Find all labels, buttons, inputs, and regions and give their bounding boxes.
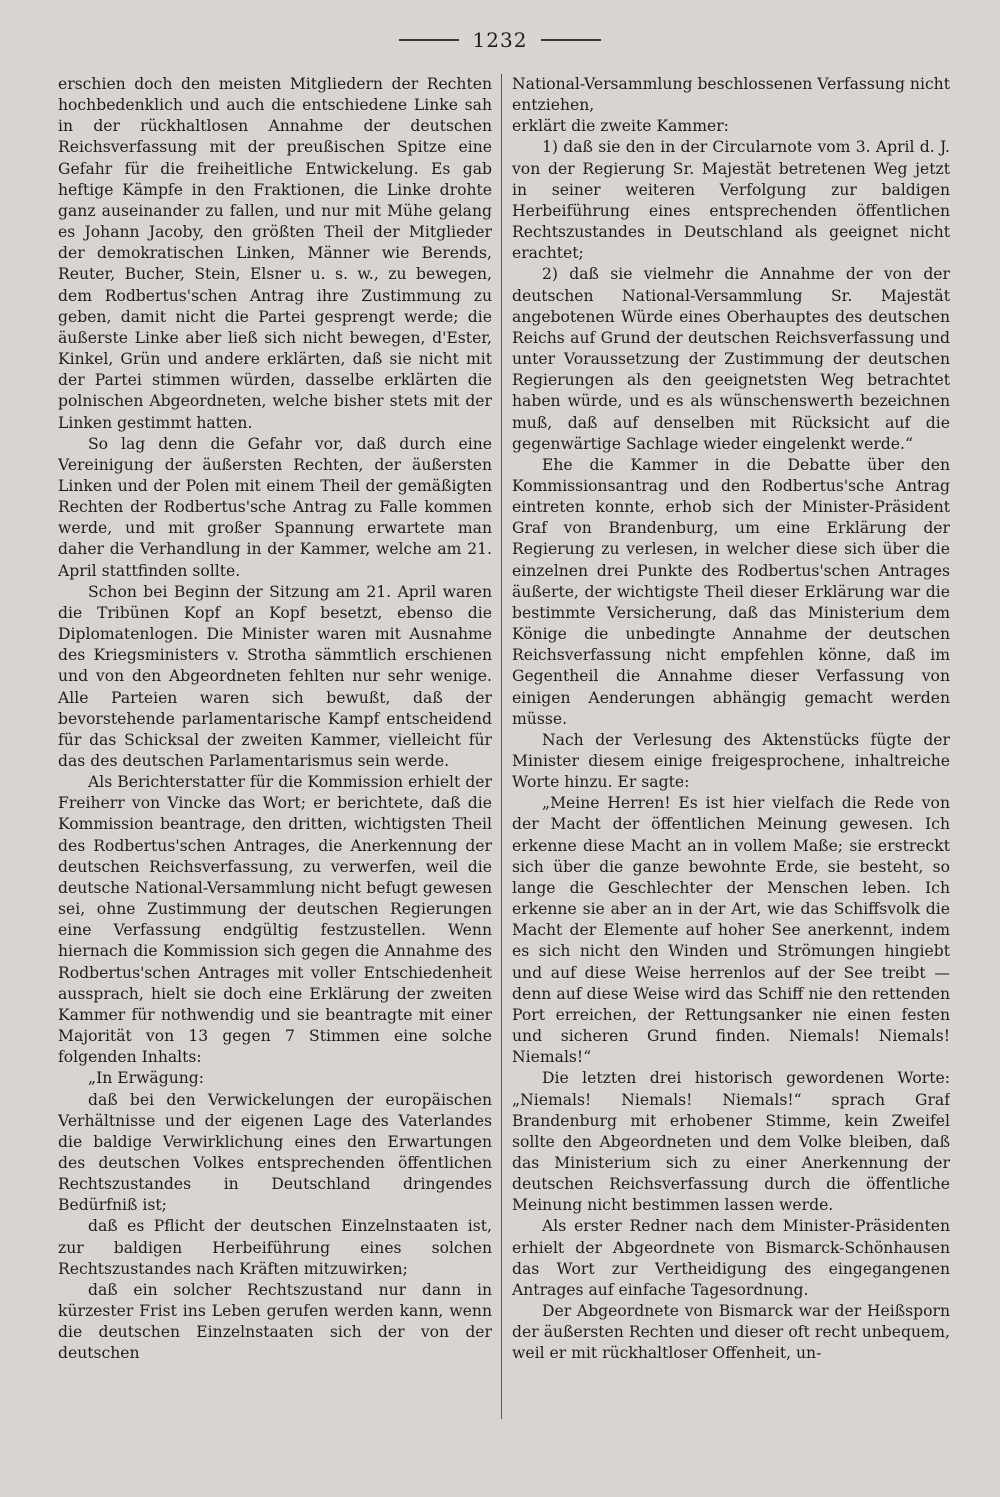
resolution-point-1: 1) daß sie den in der Circularnote vom 3. April d. J. von der Regierung Sr. Majestät betretenen Weg jetzt in seiner weiteren Verfolgung zur baldigen Herbeiführung eines entsprechenden öffentlichen Rechtszustandes in Deutschland als geeignet nicht erachtet;	[512, 138, 950, 263]
paragraph: Als erster Redner nach dem Minister-Präsidenten erhielt der Abgeordnete von Bismarck-Schönhausen das Wort zur Vertheidigung des eingegangenen Antrages auf einfache Tagesordnung.	[512, 1217, 950, 1299]
paragraph: Schon bei Beginn der Sitzung am 21. April waren die Tribünen Kopf an Kopf besetzt, ebenso die Diplomatenlogen. Die Minister waren mit Ausnahme des Kriegsministers v. Strotha sämmtlich erschienen und von den Abgeordneten fehlten nur sehr wenige. Alle Parteien waren sich bewußt, daß der bevorstehende parlamentarische Kampf entscheidend für das Schicksal der zweiten Kammer, vielleicht für das des deutschen Parlamentarismus sein werde.	[58, 582, 492, 770]
column-divider	[501, 74, 502, 1419]
right-column	[512, 74, 950, 1470]
paragraph: erschien doch den meisten Mitgliedern der Rechten hochbedenklich und auch die entschiedene Linke sah in der rückhaltlosen Annahme der deutschen Reichsverfassung mit der preußischen Spitze eine Gefahr für die freiheitliche Entwickelung. Es gab heftige Kämpfe in den Fraktionen, die Linke drohte ganz auseinander zu fallen, und nur mit Mühe gelang es Johann Jacoby, den größten Theil der Mitglieder der demokratischen Linken, Männer wie Berends, Reuter, Bucher, Stein, Elsner u. s. w., zu bewegen, dem Rodbertus'schen Antrag ihre Zustimmung zu geben, damit nicht die Partei gesprengt werde; die äußerste Linke aber ließ sich nicht bewegen, d'Ester, Kinkel, Grün und andere erklärten, daß sie nicht mit der Partei stimmen würden, dasselbe erklärten die polnischen Abgeordneten, welche bisher stets mit der Linken gestimmt hatten.	[58, 75, 492, 432]
quote-clause: daß es Pflicht der deutschen Einzelnstaaten ist, zur baldigen Herbeiführung eines solchen Rechtszustandes nach Kräften mitzuwirken;	[58, 1217, 492, 1278]
paragraph: So lag denn die Gefahr vor, daß durch eine Vereinigung der äußersten Rechten, der äußersten Linken und der Polen mit einem Theil der gemäßigten Rechten der Rodbertus'sche Antrag zu Falle kommen werde, und mit großer Spannung erwartete man daher die Verhandlung in der Kammer, welche am 21. April stattfinden sollte.	[58, 434, 492, 580]
quote-clause: National-Versammlung beschlossenen Verfassung nicht entziehen,	[512, 75, 950, 115]
quote-heading: „In Erwägung:	[88, 1069, 205, 1088]
left-column	[58, 74, 492, 1470]
quote-clause: daß bei den Verwickelungen der europäischen Verhältnisse und der eigenen Lage des Vaterlandes die baldige Verwirklichung eines den Erwartungen des deutschen Volkes entsprechenden öffentlichen Rechtszustandes in Deutschland dringendes Bedürfniß ist;	[58, 1090, 492, 1215]
header-rule-left	[399, 39, 459, 41]
resolution-point-2: 2) daß sie vielmehr die Annahme der von der deutschen National-Versammlung Sr. Majestät angebotenen Würde eines Oberhauptes des deutschen Reichs auf Grund der deutschen Reichsverfassung und unter Voraussetzung der Zustimmung der deutschen Regierungen als den geeignetsten Weg betrachtet haben würde, und es als wünschenswerth bezeichnen muß, daß auf denselben mit Rücksicht auf die gegenwärtige Sachlage wieder eingelenkt werde.“	[512, 265, 950, 453]
paragraph: Der Abgeordnete von Bismarck war der Heißsporn der äußersten Rechten und dieser oft recht unbequem, weil er mit rückhaltloser Offenheit, un-	[512, 1302, 950, 1363]
page-number: 1232	[472, 28, 528, 52]
paragraph: Nach der Verlesung des Aktenstücks fügte der Minister diesem einige freigesprochene, inhaltreiche Worte hinzu. Er sagte:	[512, 730, 950, 792]
paragraph: Ehe die Kammer in die Debatte über den Kommissionsantrag und den Rodbertus'sche Antrag eintreten konnte, erhob sich der Minister-Präsident Graf von Brandenburg, um eine Erklärung der Regierung zu verlesen, in welcher diese sich über die einzelnen drei Punkte des Rodbertus'schen Antrages äußerte, der wichtigste Theil dieser Erklärung war die bestimmte Versicherung, daß das Ministerium dem Könige die unbedingte Annahme der deutschen Reichsverfassung nicht empfehlen könne, daß im Gegentheil die Annahme dieser Verfassung von einigen Aenderungen abhängig gemacht werden müsse.	[512, 455, 950, 728]
quote-clause: daß ein solcher Rechtszustand nur dann in kürzester Frist ins Leben gerufen werden kann, wenn die deutschen Einzelnstaaten sich der von der deutschen	[58, 1280, 492, 1363]
quote-clause: erklärt die zweite Kammer:	[512, 117, 729, 136]
minister-speech: „Meine Herren! Es ist hier vielfach die Rede von der Macht der öffentlichen Meinung gewesen. Ich erkenne diese Macht an in vollem Maße; sie erstreckt sich über die ganze bewohnte Erde, sie besteht, so lange die Geschlechter der Menschen leben. Ich erkenne sie aber an in der Art, wie das Schiffsvolk die Macht der Elemente auf hoher See anerkennt, indem es sich nicht den Winden und Strömungen hingiebt und auf diese Weise herrenlos auf der See treibt — denn auf diese Weise wird das Schiff nie den rettenden Port erreichen, der Rettungsanker nie einen festen und sicheren Grund finden. Niemals! Niemals! Niemals!“	[512, 794, 950, 1067]
page-header	[0, 28, 1000, 52]
paragraph: Als Berichterstatter für die Kommission erhielt der Freiherr von Vincke das Wort; er berichtete, daß die Kommission beantrage, den dritten, wichtigsten Theil des Rodbertus'schen Antrages, die Anerkennung der deutschen Reichsverfassung, zu verwerfen, weil die deutsche National-Versammlung nicht befugt gewesen sei, ohne Zustimmung der deutschen Regierungen eine Verfassung endgültig festzustellen. Wenn hiernach die Kommission sich gegen die Annahme des Rodbertus'schen Antrages mit voller Entschiedenheit aussprach, hielt sie doch eine Erklärung der zweiten Kammer für nothwendig und sie beantragte mit einer Majorität von 13 gegen 7 Stimmen eine solche folgenden Inhalts:	[58, 773, 492, 1067]
header-rule-right	[541, 39, 601, 41]
paragraph: Die letzten drei historisch gewordenen Worte: „Niemals! Niemals! Niemals!“ sprach Graf Brandenburg mit erhobener Stimme, kein Zweifel sollte den Abgeordneten und dem Volke bleiben, daß das Ministerium sich zu einer Anerkennung der deutschen Reichsverfassung durch die öffentliche Meinung nicht bestimmen lassen werde.	[512, 1069, 950, 1215]
